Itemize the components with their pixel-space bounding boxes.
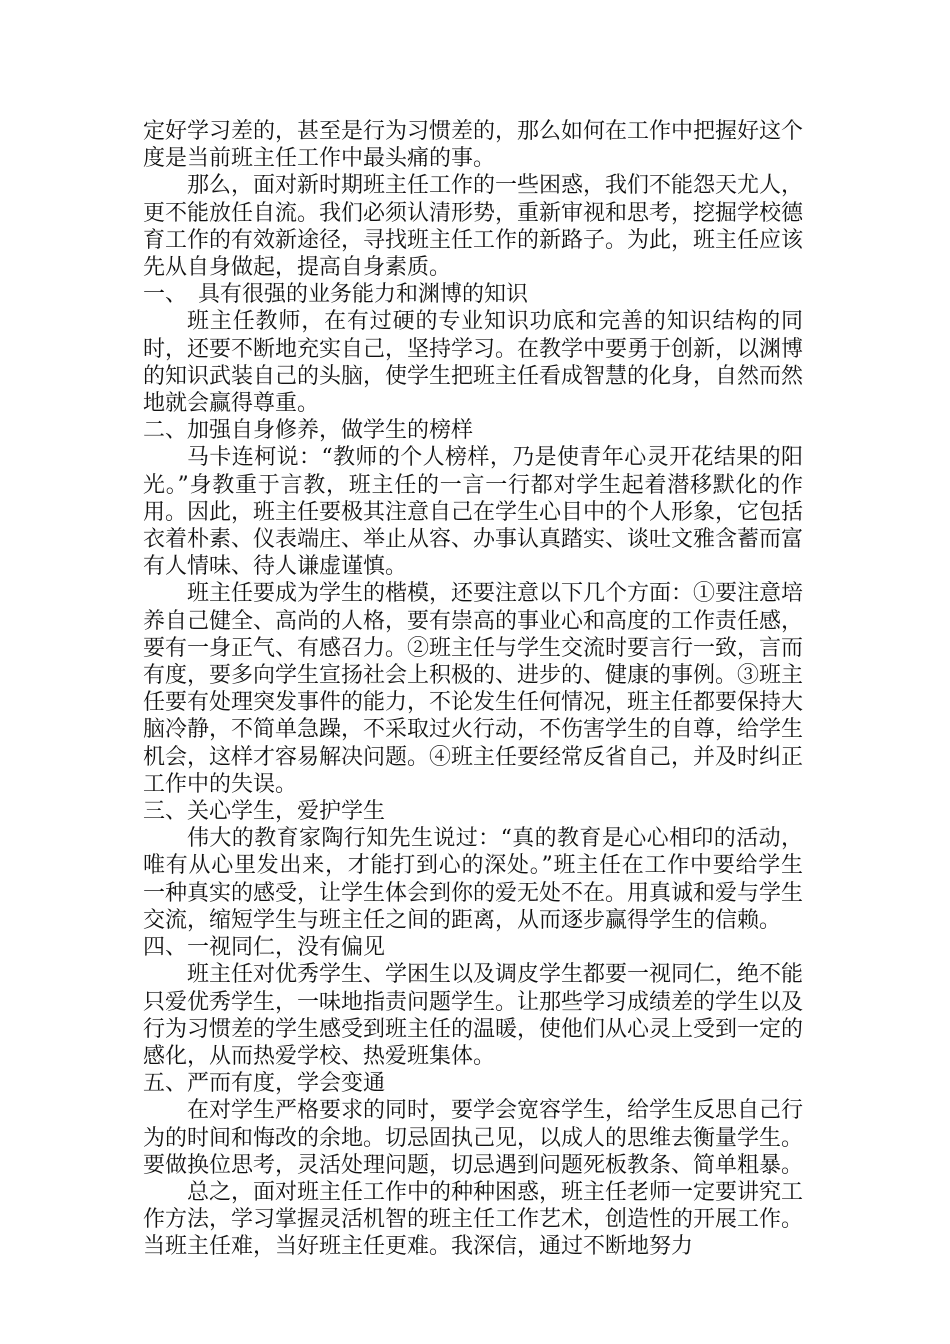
section-heading-3: 三、关心学生，爱护学生 bbox=[143, 799, 386, 825]
section-heading-5: 五、严而有度，学会变通 bbox=[143, 1071, 386, 1097]
section-heading-4: 四、一视同仁，没有偏见 bbox=[143, 935, 386, 961]
section-heading-1: 一、 具有很强的业务能力和渊博的知识 bbox=[143, 282, 529, 308]
paragraph-introduction: 那么，面对新时期班主任工作的一些困惑，我们不能怨天尤人，更不能放任自流。我们必须认清形势，重新审视和思考，挖掘学校德育工作的有效新途径，寻找班主任工作的新路子。为此，班主任应该先从自身做起，提高自身素质。 bbox=[143, 173, 804, 281]
paragraph-section-1: 班主任教师，在有过硬的专业知识功底和完善的知识结构的同时，还要不断地充实自己，坚持学习。在教学中要勇于创新，以渊博的知识武装自己的头脑，使学生把班主任看成智慧的化身，自然而然地就会赢得尊重。 bbox=[143, 309, 804, 417]
paragraph-section-2-points: 班主任要成为学生的楷模，还要注意以下几个方面：①要注意培养自己健全、高尚的人格，要有崇高的事业心和高度的工作责任感，要有一身正气、有感召力。②班主任与学生交流时要言行一致，言而有度，要多向学生宣扬社会上积极的、进步的、健康的事例。③班主任要有处理突发事件的能力，不论发生任何情况，班主任都要保持大脑冷静，不简单急躁，不采取过火行动，不伤害学生的自尊，给学生机会，这样才容易解决问题。④班主任要经常反省自己，并及时纠正工作中的失误。 bbox=[143, 581, 804, 797]
paragraph-section-3: 伟大的教育家陶行知先生说过：“真的教育是心心相印的活动，唯有从心里发出来，才能打到心的深处。”班主任在工作中要给学生一种真实的感受，让学生体会到你的爱无处不在。用真诚和爱与学生交流，缩短学生与班主任之间的距离，从而逐步赢得学生的信赖。 bbox=[143, 826, 804, 933]
paragraph-conclusion: 总之，面对班主任工作中的种种困惑，班主任老师一定要讲究工作方法，学习掌握灵活机智的班主任工作艺术，创造性的开展工作。当班主任难，当好班主任更难。我深信，通过不断地努力 bbox=[143, 1179, 804, 1260]
paragraph-section-4: 班主任对优秀学生、学困生以及调皮学生都要一视同仁，绝不能只爱优秀学生，一味地指责问题学生。让那些学习成绩差的学生以及行为习惯差的学生感受到班主任的温暖，使他们从心灵上受到一定的感化，从而热爱学校、热爱班集体。 bbox=[143, 962, 804, 1069]
paragraph-section-5: 在对学生严格要求的同时，要学会宽容学生，给学生反思自己行为的时间和悔改的余地。切忌固执己见，以成人的思维去衡量学生。要做换位思考，灵活处理问题，切忌遇到问题死板教条、简单粗暴。 bbox=[143, 1098, 804, 1178]
paragraph-intro-continuation: 定好学习差的，甚至是行为习惯差的，那么如何在工作中把握好这个度是当前班主任工作中最头痛的事。 bbox=[143, 119, 804, 172]
document-page bbox=[143, 118, 803, 1261]
section-heading-2: 二、加强自身修养，做学生的榜样 bbox=[143, 418, 474, 444]
paragraph-section-2-quote: 马卡连柯说：“教师的个人榜样，乃是使青年心灵开花结果的阳光。”身教重于言教，班主任的一言一行都对学生起着潜移默化的作用。因此，班主任要极其注意自己在学生心目中的个人形象，它包括衣着朴素、仪表端庄、举止从容、办事认真踏实、谈吐文雅含蓄而富有人情味、待人谦虚谨慎。 bbox=[143, 445, 804, 580]
